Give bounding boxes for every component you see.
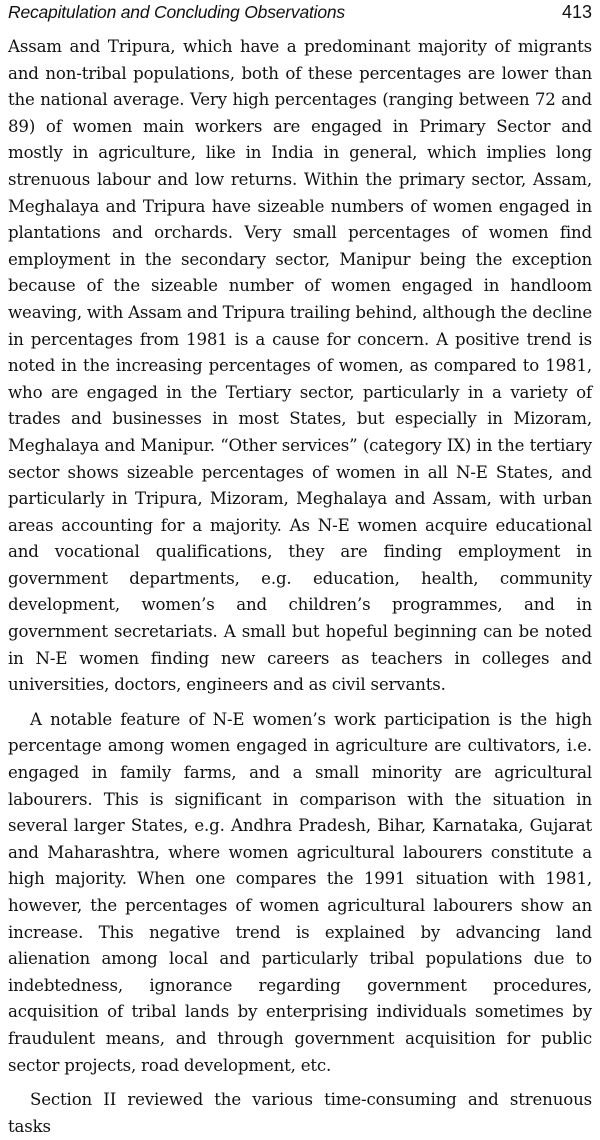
paragraph-continued: Assam and Tripura, which have a predominant majority of migrants and non-tribal populations, both of these percentages are lower than the national average. Very high percentages (ranging between 72 and 89) of women main workers are engaged in Primary Sector and mostly in agriculture, like in India in general, which implies long strenuous labour and low returns. Within the primary sector, Assam, Meghalaya and Tripura have sizeable numbers of women engaged in plantations and orchards. Very small percentages of women find employment in the secondary sector, Manipur being the exception because of the sizeable number of women engaged in handloom weaving, with Assam and Tripura trailing behind, although the decline in percentages from 1981 is a cause for concern. A positive trend is noted in the increasing percentages of women, as compared to 1981, who are engaged in the Tertiary sector, particularly in a variety of trades and businesses in most States, but especially in Mizoram, Meghalaya and Manipur. “Other services” (category IX) in the tertiary sector shows sizeable percentages of women in all N-E States, and particularly in Tripura, Mizoram, Meghalaya and Assam, with urban areas accounting for a majority. As N-E women acquire educational and vocational qualifications, they are finding employment in government departments, e.g. education, health, community development, women’s and children’s programmes, and in government secretariats. A small but hopeful beginning can be noted in N-E women finding new careers as teachers in colleges and universities, doctors, engineers and as civil servants. [8,37,592,695]
paragraph-section-ii: Section II reviewed the various time-consuming and strenuous tasks [8,1090,592,1136]
chapter-title: Recapitulation and Concluding Observations [8,2,345,22]
running-header [8,2,592,28]
body-text [8,34,592,1140]
paragraph-work-participation: A notable feature of N-E women’s work participation is the high percentage among women engaged in agriculture are cultivators, i.e. engaged in family farms, and a small minority are agricultural labourers. This is significant in comparison with the situation in several larger States, e.g. Andhra Pradesh, Bihar, Karnataka, Gujarat and Maharashtra, where women agricultural labourers constitute a high majority. When one compares the 1991 situation with 1981, however, the percentages of women agricultural labourers show an increase. This negative trend is explained by advancing land alienation among local and particularly tribal populations due to indebtedness, ignorance regarding government procedures, acquisition of tribal lands by enterprising individuals sometimes by fraudulent means, and through government acquisition for public sector projects, road development, etc. [8,709,592,1075]
page-number: 413 [561,2,592,22]
